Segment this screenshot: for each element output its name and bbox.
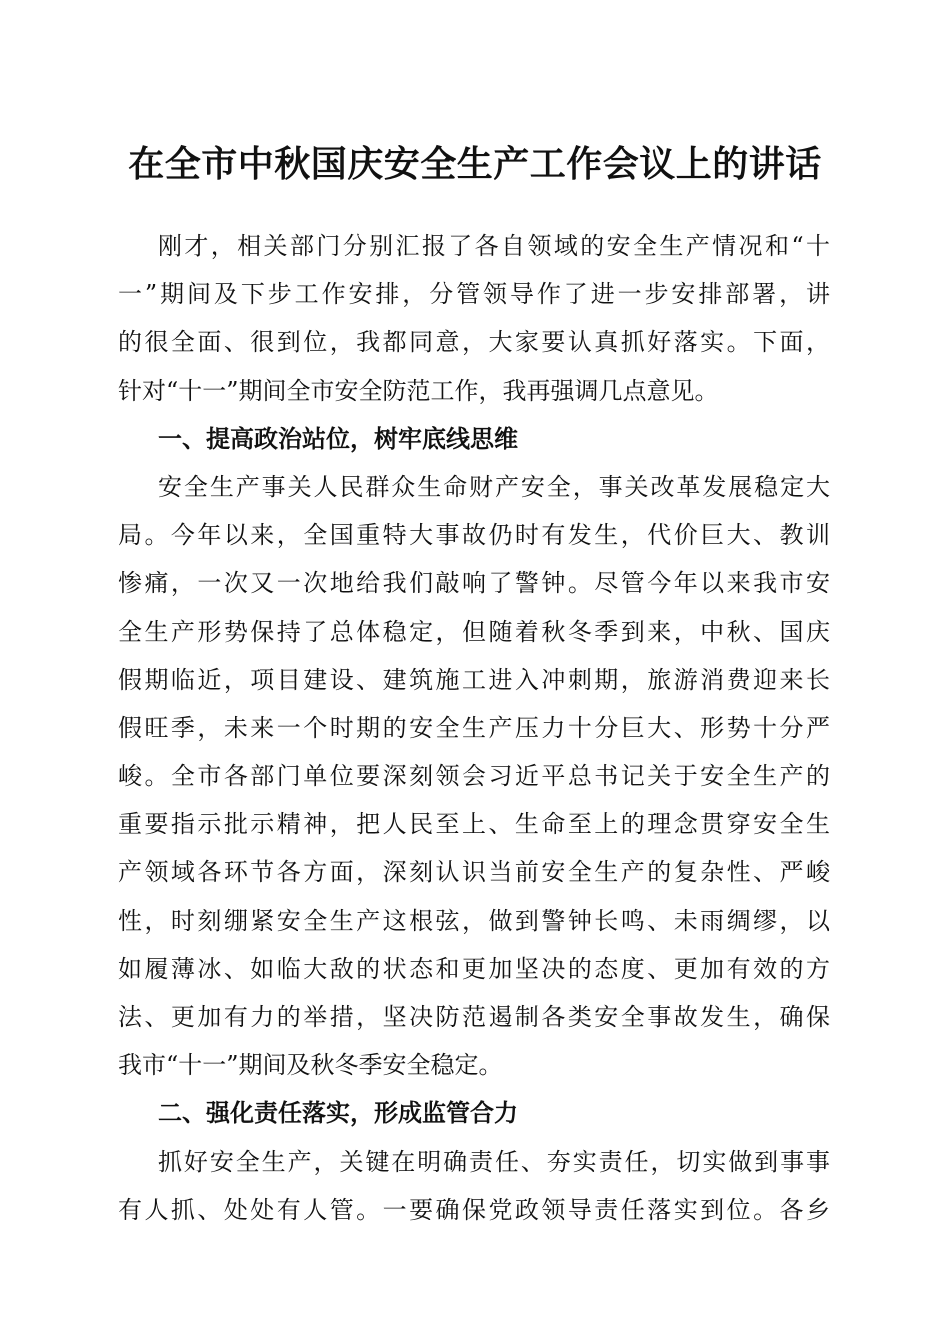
paragraph-line: 的很全面、很到位，我都同意，大家要认真抓好落实。下面， [118,328,830,357]
paragraph-line: 一”期间及下步工作安排，分管领导作了进一步安排部署，讲 [118,280,830,309]
paragraph-line: 惨痛，一次又一次地给我们敲响了警钟。尽管今年以来我市安 [118,569,830,598]
paragraph-line: 针对“十一”期间全市安全防范工作，我再强调几点意见。 [118,376,719,405]
paragraph-line: 全生产形势保持了总体稳定，但随着秋冬季到来，中秋、国庆 [118,617,830,646]
document-body [118,222,830,1234]
paragraph-line: 峻。全市各部门单位要深刻领会习近平总书记关于安全生产的 [118,762,830,791]
paragraph-line: 重要指示批示精神，把人民至上、生命至上的理念贯穿安全生 [118,810,830,839]
paragraph-line: 假期临近，项目建设、建筑施工进入冲刺期，旅游消费迎来长 [118,665,830,694]
paragraph-line: 性，时刻绷紧安全生产这根弦，做到警钟长鸣、未雨绸缪，以 [118,906,830,935]
paragraph-line: 局。今年以来，全国重特大事故仍时有发生，代价巨大、教训 [118,521,830,550]
document-title: 在全市中秋国庆安全生产工作会议上的讲话 [128,144,822,185]
section-heading-2: 二、强化责任落实，形成监管合力 [158,1099,518,1128]
paragraph-line: 刚才，相关部门分别汇报了各自领域的安全生产情况和“十 [158,232,830,260]
paragraph-line: 假旺季，未来一个时期的安全生产压力十分巨大、形势十分严 [118,713,830,742]
paragraph-line: 抓好安全生产，关键在明确责任、夯实责任，切实做到事事 [158,1147,830,1176]
paragraph-line: 我市“十一”期间及秋冬季安全稳定。 [118,1051,503,1080]
section-heading-1: 一、提高政治站位，树牢底线思维 [158,424,518,453]
paragraph-line: 产领域各环节各方面，深刻认识当前安全生产的复杂性、严峻 [118,858,830,887]
paragraph-line: 有人抓、处处有人管。一要确保党政领导责任落实到位。各乡 [118,1195,830,1224]
paragraph-line: 如履薄冰、如临大敌的状态和更加坚决的态度、更加有效的方 [118,954,830,983]
paragraph-line: 安全生产事关人民群众生命财产安全，事关改革发展稳定大 [158,472,830,501]
paragraph-line: 法、更加有力的举措，坚决防范遏制各类安全事故发生，确保 [118,1003,830,1031]
